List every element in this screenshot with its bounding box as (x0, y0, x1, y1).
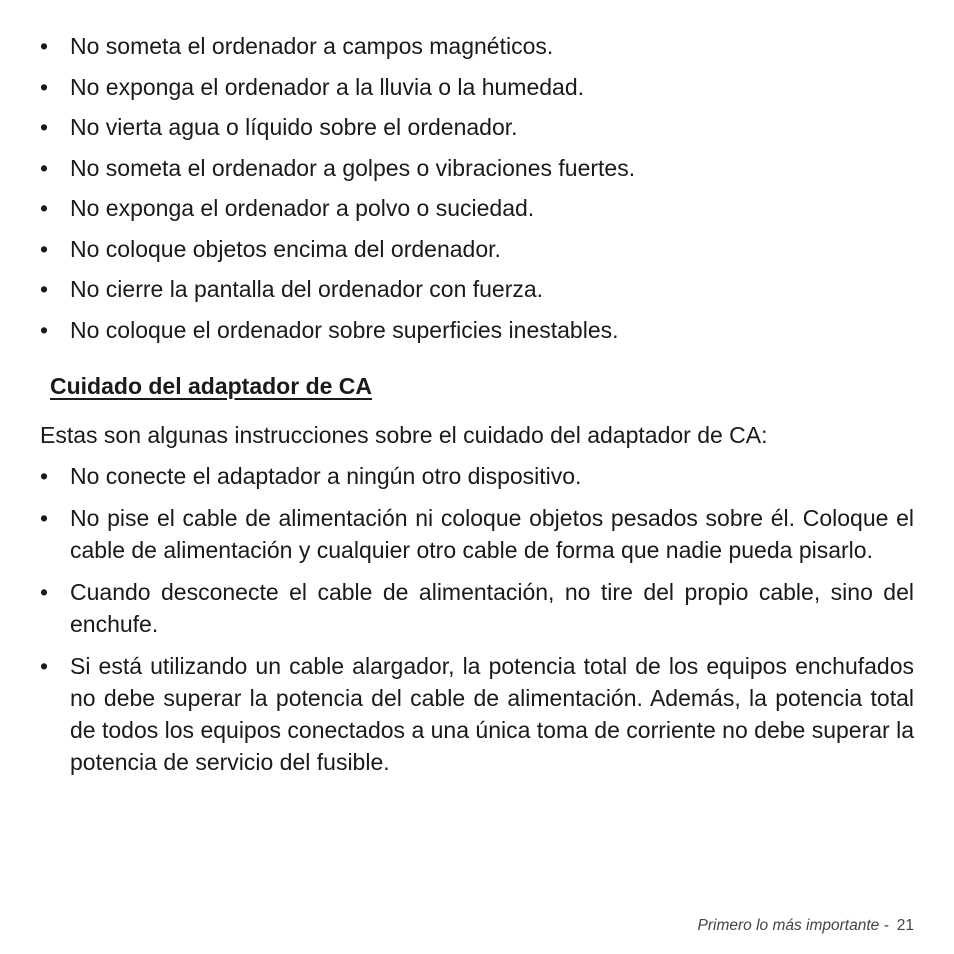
list-item-text: No vierta agua o líquido sobre el ordenador. (70, 114, 518, 140)
bullet-icon: • (40, 276, 49, 302)
document-page (40, 30, 914, 788)
bullet-icon: • (40, 462, 49, 489)
page-number: 21 (896, 917, 914, 934)
list-item (40, 111, 914, 143)
page-footer (698, 917, 914, 935)
bullet-icon: • (40, 235, 49, 262)
list-item-text: No someta el ordenador a campos magnéticos. (70, 33, 554, 59)
adapter-care-list (40, 460, 914, 778)
bullet-icon: • (40, 114, 49, 140)
list-item (40, 152, 914, 184)
list-item-text: No exponga el ordenador a polvo o suciedad. (70, 195, 535, 221)
footer-text: Primero lo más importante - (697, 917, 889, 934)
care-instructions-list (40, 30, 914, 346)
list-item (40, 30, 914, 62)
list-item (40, 460, 914, 492)
list-item (40, 192, 914, 224)
list-item (40, 650, 914, 778)
list-item (40, 502, 914, 566)
list-item (40, 273, 914, 305)
list-item-text: No coloque el ordenador sobre superficies inestables. (70, 316, 619, 343)
list-item-text: No pise el cable de alimentación ni coloque objetos pesados sobre él. Coloque el cable de alimentación y cualquier otro cable de forma que nadie pueda pisarlo. (70, 504, 914, 563)
section-intro: Estas son algunas instrucciones sobre el cuidado del adaptador de CA: (40, 421, 768, 448)
bullet-icon: • (40, 154, 49, 181)
bullet-icon: • (40, 316, 49, 343)
list-item (40, 314, 914, 346)
bullet-icon: • (40, 33, 49, 59)
section-heading: Cuidado del adaptador de CA (50, 372, 373, 399)
list-item-text: No cierre la pantalla del ordenador con fuerza. (70, 276, 544, 302)
list-item (40, 233, 914, 265)
list-item-text: Cuando desconecte el cable de alimentación, no tire del propio cable, sino del enchufe. (70, 578, 914, 637)
list-item-text: No coloque objetos encima del ordenador. (70, 235, 501, 262)
list-item (40, 71, 914, 103)
list-item (40, 576, 914, 640)
list-item-text: Si está utilizando un cable alargador, la potencia total de los equipos enchufados no debe superar la potencia del cable de alimentación. Además, la potencia total de todos los equipos conectados a una única toma de corriente no debe superar la potencia de servicio del fusible. (70, 652, 914, 775)
bullet-icon: • (40, 504, 49, 531)
bullet-icon: • (40, 652, 49, 679)
list-item-text: No someta el ordenador a golpes o vibraciones fuertes. (70, 154, 636, 181)
bullet-icon: • (40, 578, 49, 605)
list-item-text: No exponga el ordenador a la lluvia o la humedad. (70, 73, 585, 100)
bullet-icon: • (40, 195, 49, 221)
bullet-icon: • (40, 73, 49, 100)
list-item-text: No conecte el adaptador a ningún otro dispositivo. (70, 462, 582, 489)
